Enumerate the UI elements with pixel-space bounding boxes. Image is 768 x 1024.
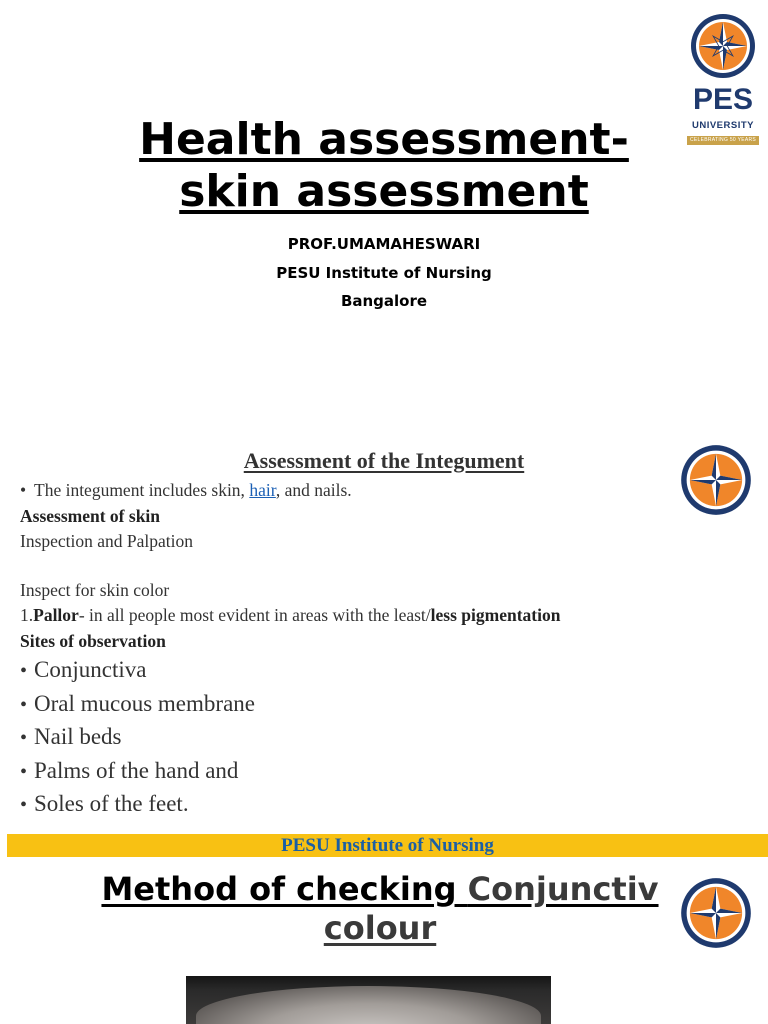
bullet-icon: • (20, 727, 28, 749)
bullet-icon: • (20, 693, 28, 716)
slide-title (80, 114, 688, 218)
list-item: • Conjunctiva (20, 654, 255, 688)
list-item: • Oral mucous membrane (20, 688, 255, 722)
conjunctiva-slide (0, 858, 768, 1024)
bullet-icon: • (20, 480, 27, 500)
bullet-icon: • (20, 760, 28, 783)
bullet-icon: • (20, 660, 28, 682)
slide-title (40, 870, 720, 948)
compass-rose-icon (679, 443, 753, 517)
title-slide (0, 0, 768, 410)
footer-band: PESU Institute of Nursing (7, 834, 768, 857)
integument-slide (0, 430, 768, 856)
slide-body (20, 478, 670, 654)
author-name: PROF.UMAMAHESWARI (287, 235, 481, 253)
intro-line: • The integument includes skin, hair, and nails. (20, 478, 670, 504)
sites-list (20, 654, 255, 822)
bullet-icon: • (20, 794, 28, 816)
list-item: • Soles of the feet. (20, 788, 255, 822)
city-name: Bangalore (340, 292, 428, 310)
institute-name: PESU Institute of Nursing (276, 263, 492, 282)
sub-heading: Assessment of skin (20, 505, 161, 526)
title-line-2: colour (323, 909, 437, 947)
pallor-line: 1.Pallor- in all people most evident in areas with the least/less pigmentation (20, 605, 561, 625)
method-text: Inspection and Palpation (20, 531, 194, 551)
title-line-1: Method of checking Conjunctiv (101, 870, 659, 908)
title-line-1: Health assessment- (139, 114, 629, 165)
logo-subtitle: UNIVERSITY (691, 120, 754, 131)
sites-heading: Sites of observation (20, 630, 166, 651)
conjunctiva-photo (186, 976, 551, 1024)
compass-rose-icon (689, 12, 757, 80)
list-item: • Nail beds (20, 721, 255, 755)
hair-link[interactable]: hair (249, 480, 276, 500)
inspect-text: Inspect for skin color (20, 579, 170, 600)
pes-university-logo (683, 12, 763, 148)
logo-band: CELEBRATING 50 YEARS (687, 136, 759, 145)
author-block (184, 230, 584, 316)
section-heading: Assessment of the Integument (243, 448, 525, 473)
title-line-2: skin assessment (179, 166, 589, 217)
logo-wordmark: PES (692, 83, 754, 116)
list-item: • Palms of the hand and (20, 755, 255, 789)
